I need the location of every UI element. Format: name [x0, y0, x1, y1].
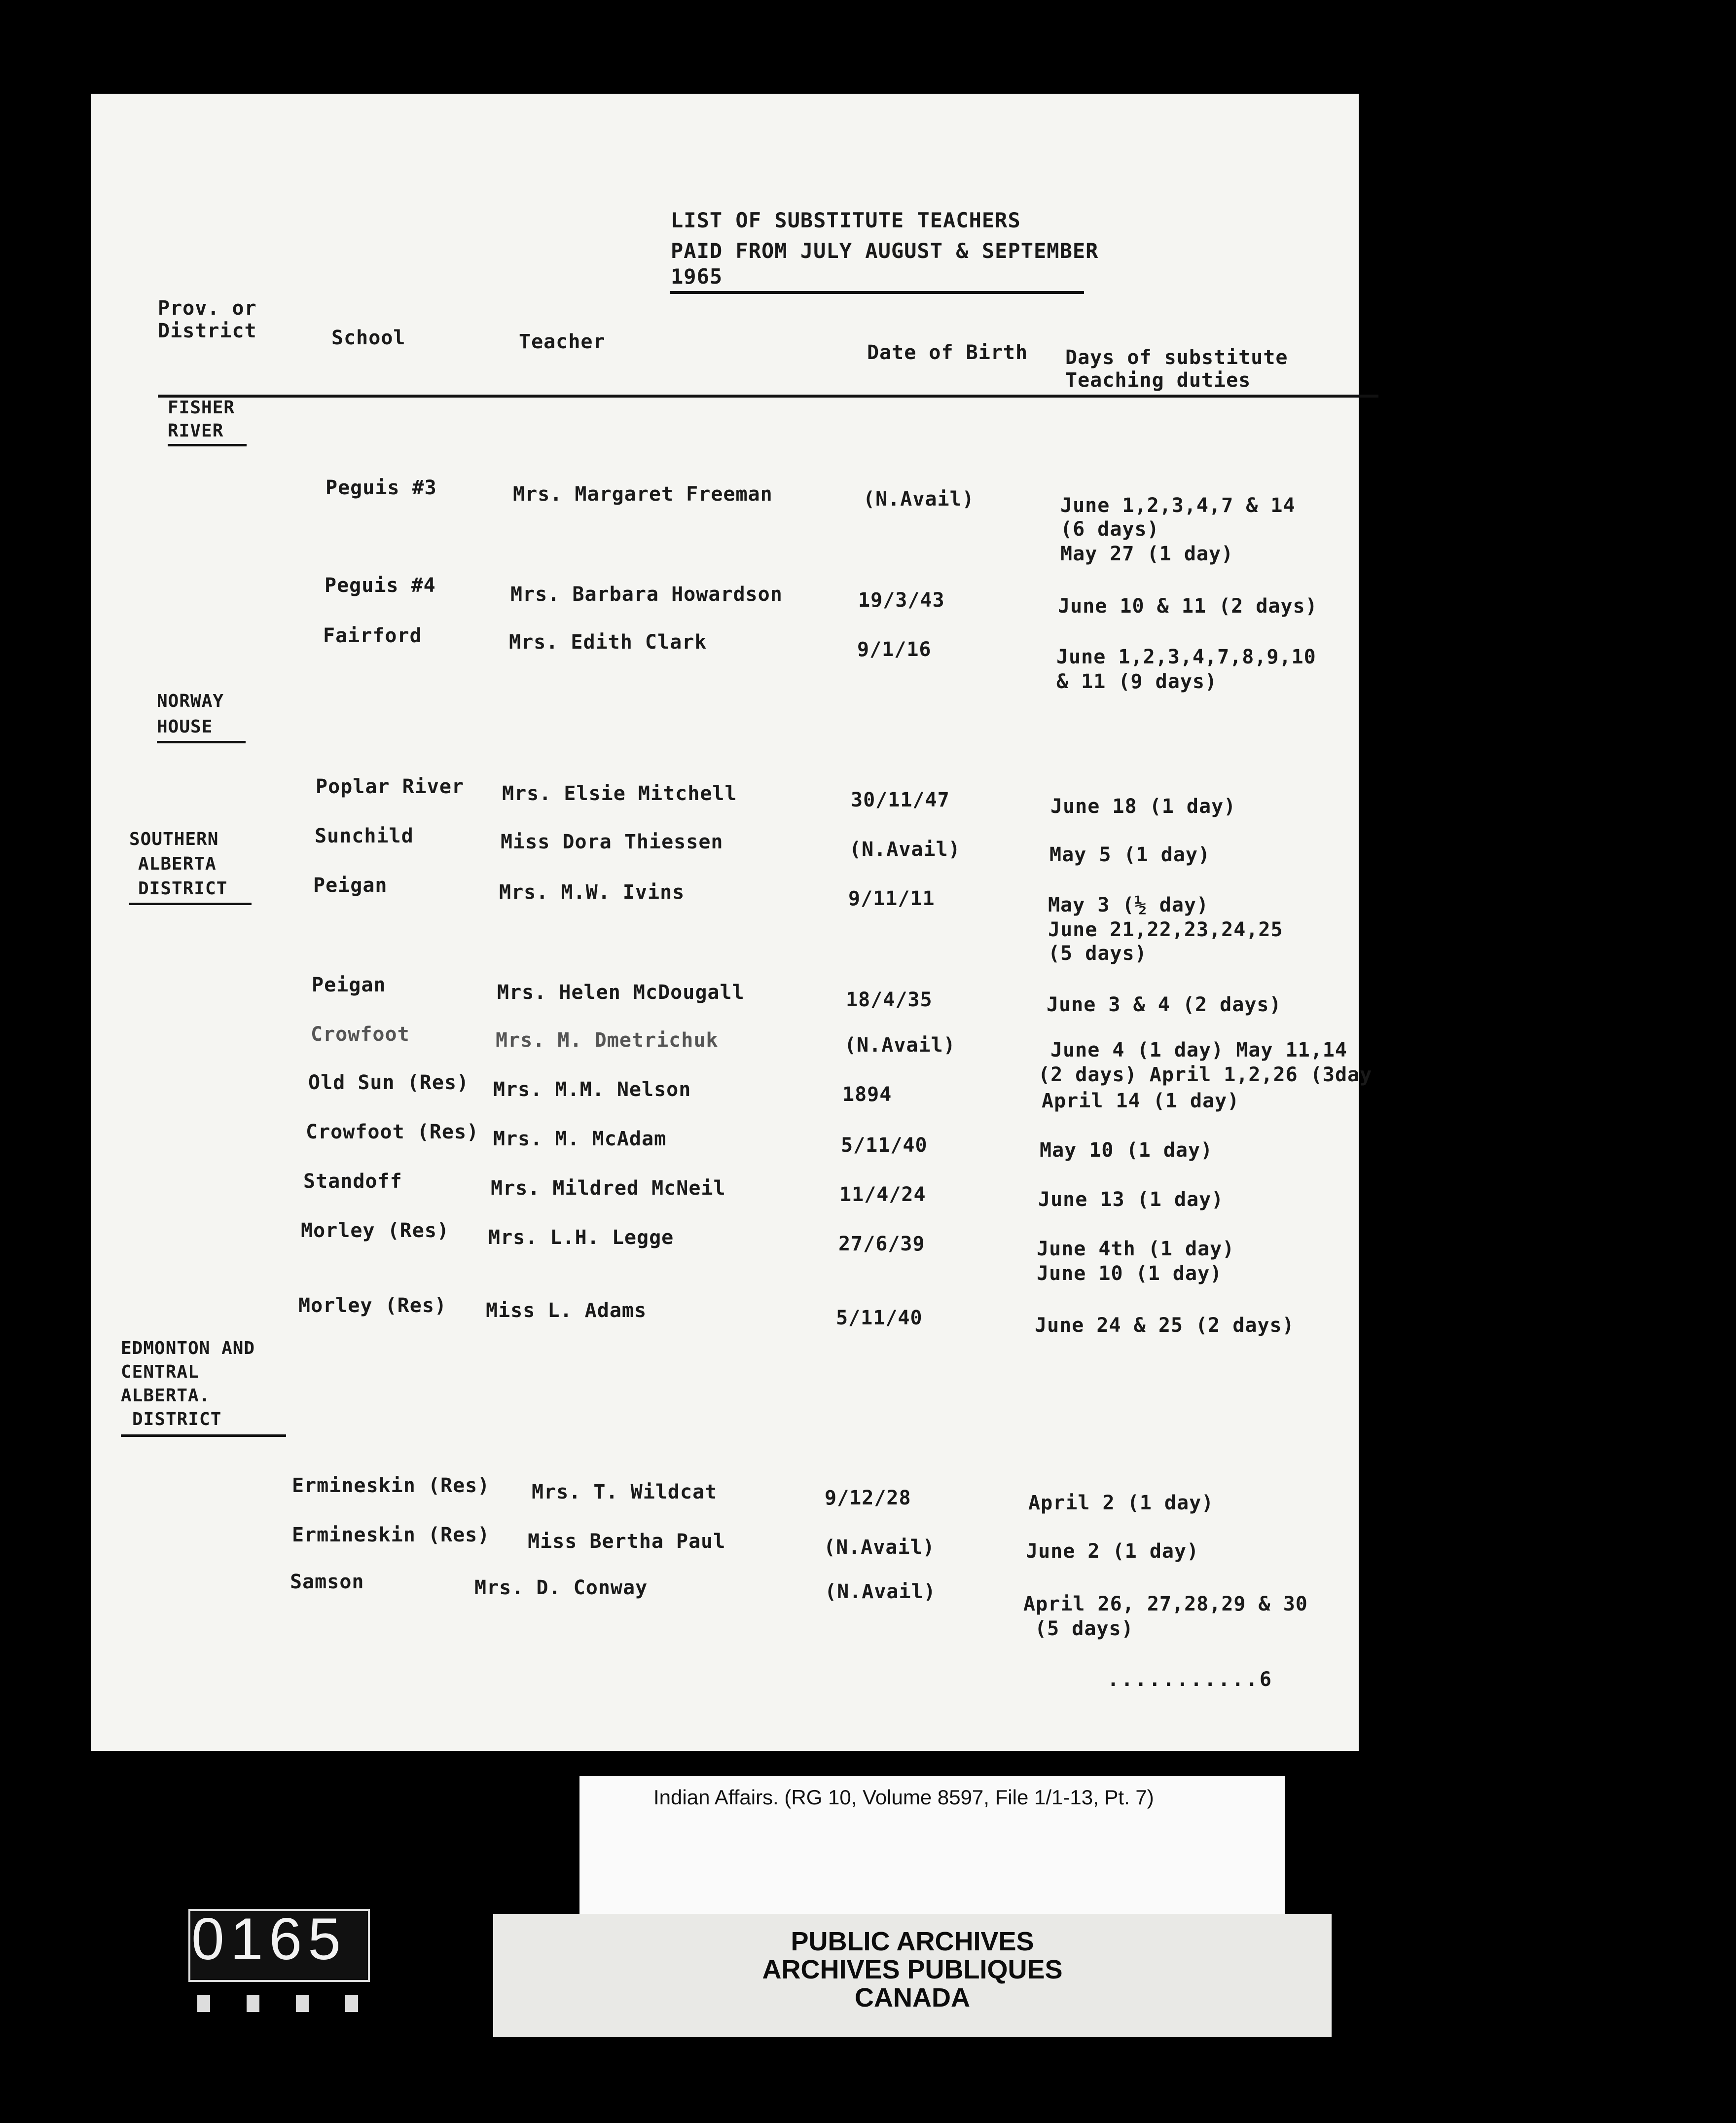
- film-sprocket-hole: [247, 1995, 259, 2012]
- district-edmonton-line-2: CENTRAL: [121, 1362, 199, 1382]
- district-edmonton-line-4: DISTRICT: [132, 1409, 222, 1429]
- table-row-dob: 5/11/40: [841, 1134, 928, 1157]
- table-row-days: April 2 (1 day): [1028, 1492, 1214, 1514]
- table-row-school: Peguis #3: [326, 476, 437, 499]
- film-sprocket-hole: [197, 1995, 210, 2012]
- table-row-school: Peigan: [312, 974, 386, 996]
- archive-stamp-line-1: PUBLIC ARCHIVES: [791, 1927, 1034, 1956]
- table-row-dob: 5/11/40: [836, 1307, 923, 1329]
- table-row-days: May 27 (1 day): [1060, 543, 1234, 565]
- table-row-teacher: Mrs. Edith Clark: [509, 631, 707, 654]
- table-row-dob: (N.Avail): [844, 1034, 956, 1057]
- table-row-school: Samson: [290, 1571, 364, 1593]
- table-row-days: June 24 & 25 (2 days): [1035, 1314, 1295, 1337]
- table-row-school: Ermineskin (Res): [292, 1474, 490, 1497]
- table-row-days: May 3 (½ day): [1048, 894, 1209, 916]
- district-fisher-river-line-2: RIVER: [168, 421, 224, 441]
- table-row-days: May 10 (1 day): [1040, 1139, 1213, 1162]
- table-row-dob: (N.Avail): [863, 488, 975, 511]
- district-edmonton-line-3: ALBERTA.: [121, 1386, 211, 1406]
- table-row-days: April 14 (1 day): [1042, 1090, 1240, 1112]
- film-sprocket-hole: [296, 1995, 309, 2012]
- table-row-teacher: Mrs. M.W. Ivins: [499, 881, 685, 904]
- table-row-school: Morley (Res): [301, 1219, 449, 1242]
- table-row-dob: 30/11/47: [851, 789, 950, 811]
- table-row-days: (2 days) April 1,2,26 (3day: [1038, 1063, 1373, 1086]
- table-row-dob: (N.Avail): [849, 838, 961, 861]
- table-row-teacher: Mrs. M. Dmetrichuk: [496, 1029, 719, 1052]
- table-row-dob: 19/3/43: [858, 589, 945, 612]
- table-row-teacher: Mrs. Mildred McNeil: [491, 1177, 726, 1200]
- film-sprocket-hole: [345, 1995, 358, 2012]
- table-row-days: June 10 & 11 (2 days): [1058, 595, 1318, 618]
- table-row-days: June 1,2,3,4,7 & 14: [1060, 494, 1296, 517]
- table-row-teacher: Mrs. L.H. Legge: [488, 1226, 674, 1249]
- district-southern-alberta-line-2: ALBERTA: [138, 854, 217, 874]
- district-fisher-river-underline: [168, 444, 247, 446]
- header-days-line-1: Days of substitute: [1065, 346, 1288, 369]
- table-row-days: (6 days): [1060, 518, 1159, 541]
- table-row-dob: 27/6/39: [838, 1233, 925, 1255]
- document-title-line-2: PAID FROM JULY AUGUST & SEPTEMBER: [671, 239, 1099, 263]
- table-row-teacher: Mrs. M. McAdam: [493, 1128, 667, 1150]
- district-edmonton-line-1: EDMONTON AND: [121, 1338, 255, 1358]
- header-school: School: [331, 327, 406, 349]
- table-row-days: May 5 (1 day): [1049, 843, 1211, 866]
- district-edmonton-underline: [121, 1434, 286, 1437]
- table-row-dob: 9/1/16: [857, 638, 932, 661]
- table-row-school: Poplar River: [316, 775, 464, 798]
- table-row-days: June 4th (1 day): [1037, 1238, 1235, 1260]
- title-underline: [670, 291, 1084, 294]
- table-row-teacher: Mrs. Margaret Freeman: [513, 483, 773, 506]
- table-row-school: Peigan: [313, 874, 388, 897]
- table-row-school: Peguis #4: [325, 574, 436, 597]
- header-district-line-2: District: [158, 320, 257, 342]
- table-row-days: (5 days): [1035, 1617, 1134, 1640]
- table-row-days: June 18 (1 day): [1050, 795, 1236, 818]
- header-teacher: Teacher: [519, 330, 606, 353]
- table-row-days: June 21,22,23,24,25: [1048, 918, 1283, 941]
- table-row-school: Fairford: [323, 624, 422, 647]
- table-row-teacher: Mrs. M.M. Nelson: [493, 1078, 691, 1101]
- table-row-school: Ermineskin (Res): [292, 1524, 490, 1546]
- page-continuation: ...........6: [1107, 1668, 1273, 1691]
- table-row-school: Standoff: [303, 1170, 402, 1193]
- header-rule: [158, 395, 1378, 398]
- table-row-teacher: Miss Bertha Paul: [528, 1530, 726, 1553]
- table-row-teacher: Miss L. Adams: [486, 1299, 647, 1322]
- table-row-teacher: Mrs. T. Wildcat: [532, 1481, 718, 1503]
- document-title-line-3: 1965: [671, 264, 723, 289]
- table-row-teacher: Mrs. Elsie Mitchell: [502, 782, 737, 805]
- table-row-teacher: Mrs. D. Conway: [474, 1576, 648, 1599]
- table-row-dob: 9/12/28: [825, 1487, 911, 1509]
- table-row-dob: 1894: [842, 1083, 892, 1106]
- archive-reference-label: Indian Affairs. (RG 10, Volume 8597, File 1/1-13, Pt. 7): [653, 1786, 1154, 1809]
- film-frame-number: 0165: [191, 1906, 347, 1972]
- archive-stamp-line-2: ARCHIVES PUBLIQUES: [762, 1955, 1063, 1984]
- table-row-dob: 11/4/24: [839, 1183, 926, 1206]
- table-row-dob: 9/11/11: [848, 887, 935, 910]
- table-row-days: April 26, 27,28,29 & 30: [1023, 1593, 1308, 1615]
- table-row-teacher: Mrs. Barbara Howardson: [510, 583, 783, 606]
- table-row-days: & 11 (9 days): [1056, 670, 1218, 693]
- header-dob: Date of Birth: [867, 341, 1028, 364]
- header-days-line-2: Teaching duties: [1065, 369, 1251, 392]
- table-row-school: Old Sun (Res): [308, 1071, 470, 1094]
- table-row-school: Crowfoot (Res): [306, 1121, 479, 1143]
- table-row-school: Morley (Res): [298, 1294, 447, 1317]
- table-row-dob: (N.Avail): [824, 1536, 935, 1559]
- table-row-school: Crowfoot: [311, 1023, 410, 1046]
- archive-stamp-line-3: CANADA: [855, 1983, 970, 2013]
- district-norway-house-underline: [157, 741, 246, 743]
- table-row-days: June 3 & 4 (2 days): [1047, 993, 1282, 1016]
- table-row-school: Sunchild: [315, 825, 414, 847]
- table-row-teacher: Mrs. Helen McDougall: [497, 981, 745, 1004]
- district-norway-house-line-2: HOUSE: [157, 717, 213, 737]
- table-row-days: June 13 (1 day): [1038, 1188, 1224, 1211]
- district-norway-house-line-1: NORWAY: [157, 691, 224, 711]
- district-fisher-river-line-1: FISHER: [168, 398, 235, 418]
- district-southern-alberta-line-3: DISTRICT: [138, 878, 228, 899]
- district-southern-alberta-line-1: SOUTHERN: [129, 829, 219, 849]
- table-row-days: June 10 (1 day): [1037, 1262, 1223, 1285]
- table-row-teacher: Miss Dora Thiessen: [501, 831, 723, 853]
- table-row-dob: (N.Avail): [825, 1580, 936, 1603]
- table-row-days: June 2 (1 day): [1026, 1540, 1199, 1563]
- district-southern-alberta-underline: [129, 903, 252, 905]
- header-district-line-1: Prov. or: [158, 297, 257, 320]
- table-row-days: June 4 (1 day) May 11,14: [1050, 1039, 1347, 1062]
- table-row-dob: 18/4/35: [846, 988, 933, 1011]
- table-row-days: June 1,2,3,4,7,8,9,10: [1056, 646, 1316, 668]
- table-row-days: (5 days): [1048, 942, 1147, 965]
- document-title-line-1: LIST OF SUBSTITUTE TEACHERS: [671, 208, 1021, 232]
